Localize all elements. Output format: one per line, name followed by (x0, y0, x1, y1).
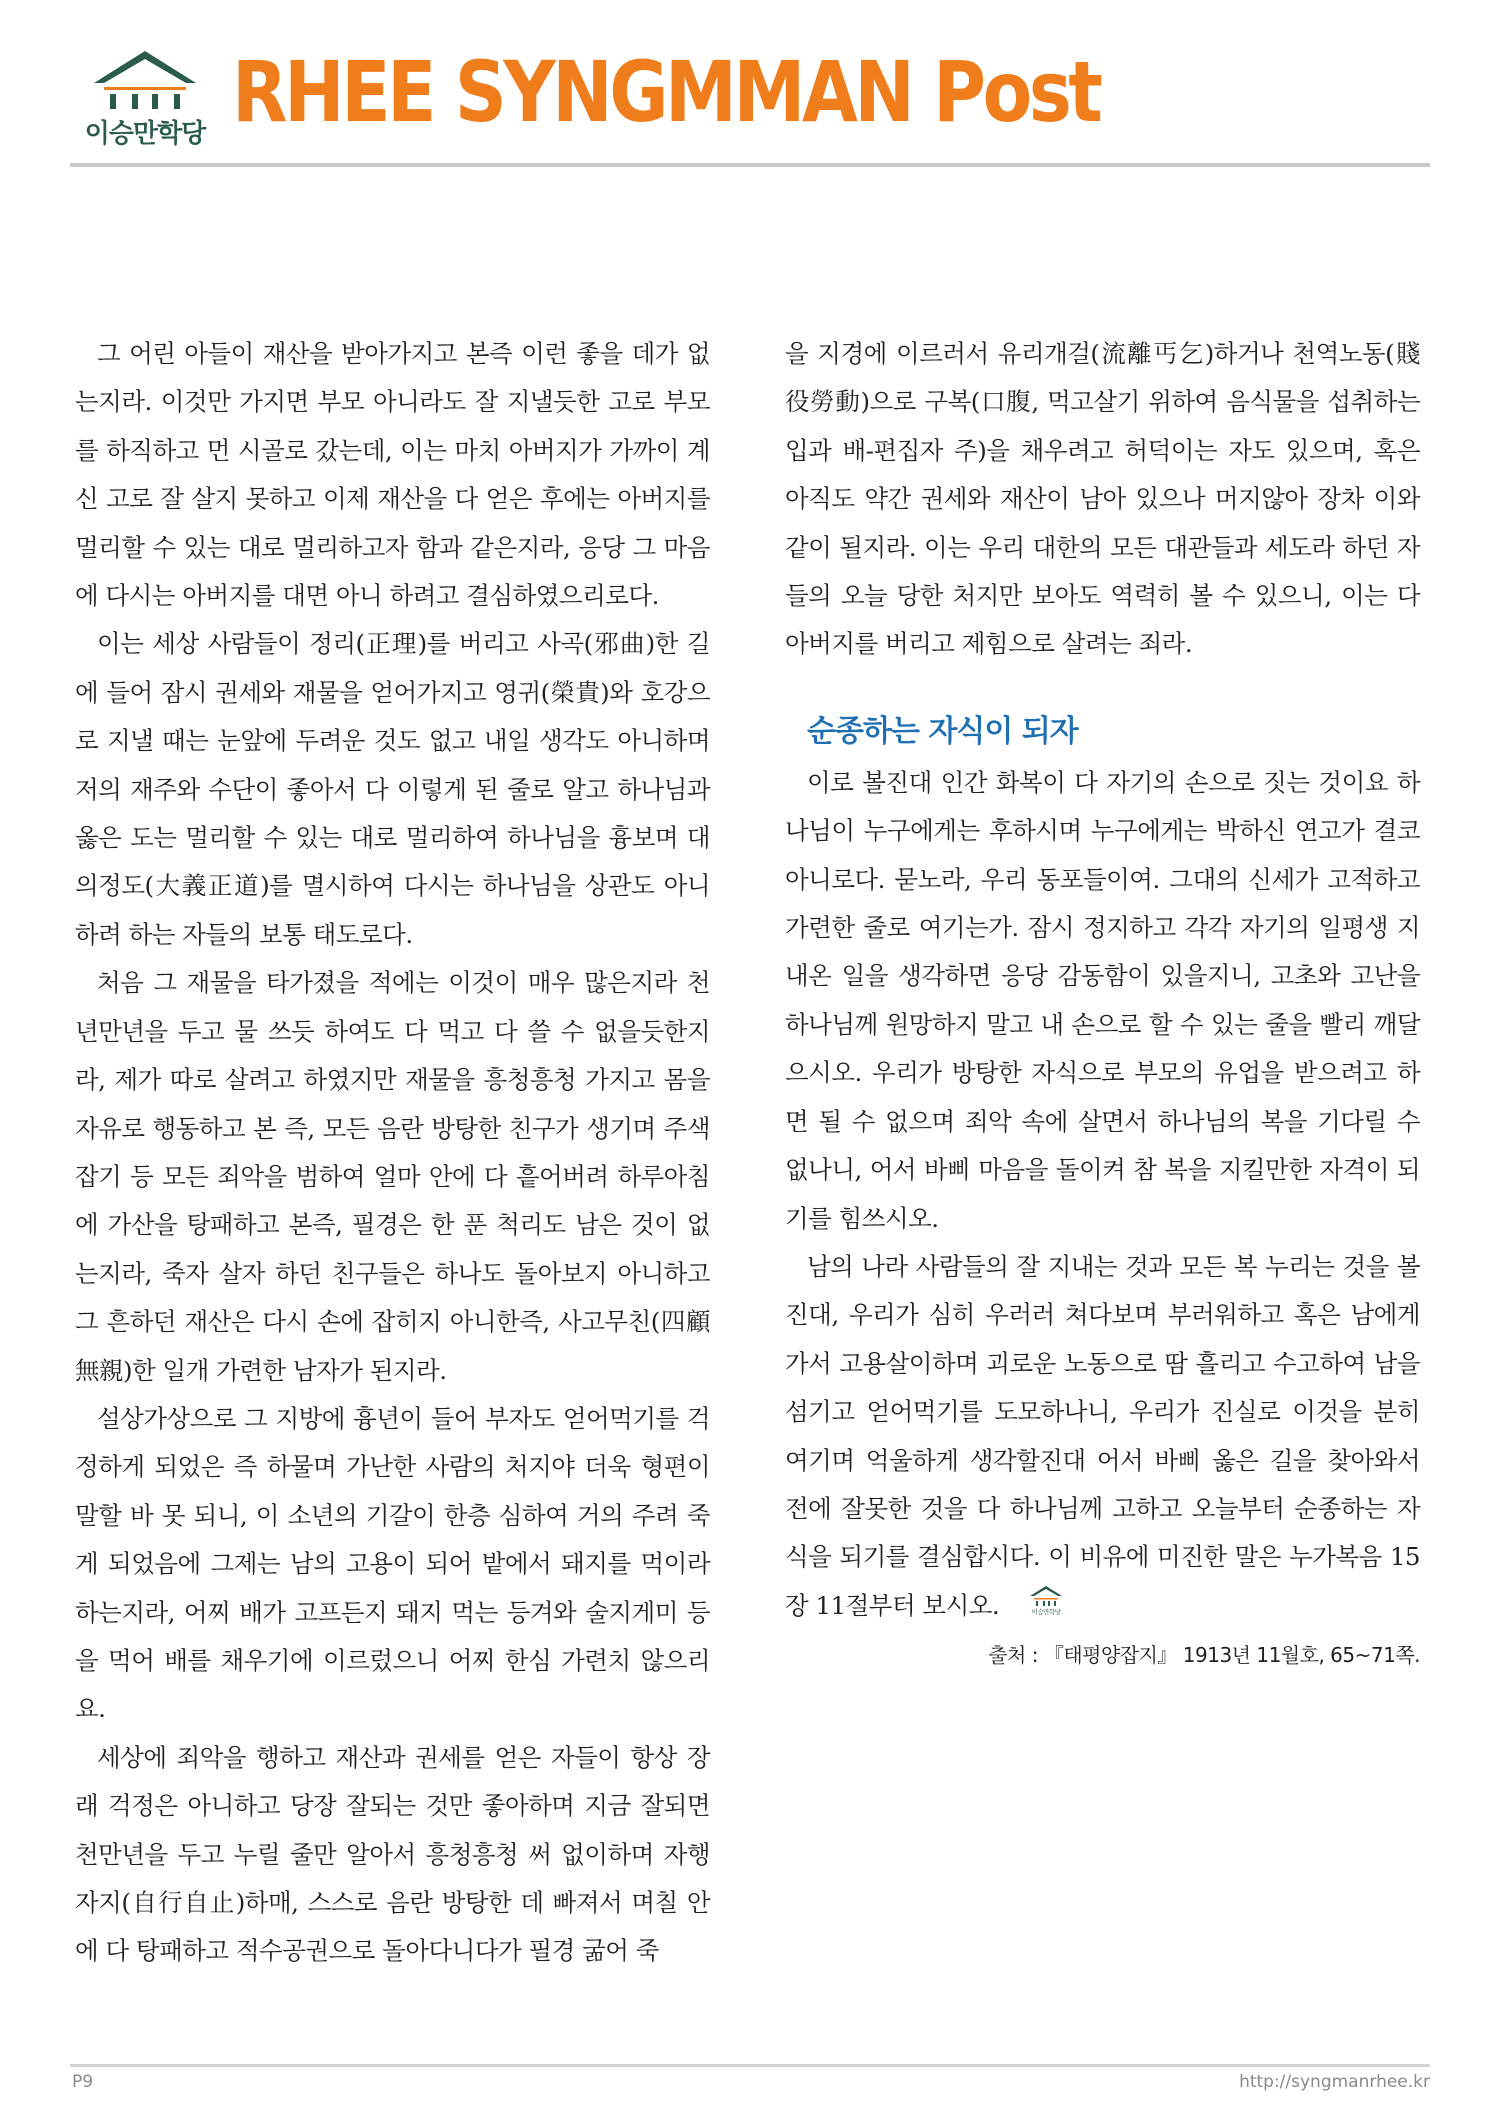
page-header (70, 45, 1430, 165)
body-paragraph: 그 어린 아들이 재산을 받아가지고 본즉 이런 좋을 데가 없는지라. 이것만 가지면 부모 아니라도 잘 지낼듯한 고로 부모를 하직하고 먼 시골로 갔는데, 이는 마치 아버지가 가까이 계신 고로 잘 살지 못하고 이제 재산을 다 얻은 후에는 아버지를 멀리할 수 있는 대로 멀리하고자 함과 같은지라, 응당 그 마음에 다시는 아버지를 대면 아니 하려고 결심하였으리로다. (75, 339, 710, 611)
body-paragraph: 이로 볼진대 인간 화복이 다 자기의 손으로 짓는 것이요 하나님이 누구에게는 후하시며 누구에게는 박하신 연고가 결코 아니로다. 묻노라, 우리 동포들이여. 그대의 신세가 고적하고 가련한 줄로 여기는가. 잠시 정지하고 각각 자기의 일평생 지내온 일을 생각하면 응당 감동함이 있을지니, 고초와 고난을 하나님께 원망하지 말고 내 손으로 할 수 있는 줄을 빨리 깨달으시오. 우리가 방탕한 자식으로 부모의 유업을 받으려고 하면 될 수 없으며 죄악 속에 살면서 하나님의 복을 기다릴 수 없나니, 어서 바삐 마음을 돌이켜 참 복을 지킬만한 자격이 되기를 힘쓰시오. (785, 767, 1420, 1233)
house-icon (1029, 1585, 1063, 1615)
body-paragraph: 세상에 죄악을 행하고 재산과 권세를 얻은 자들이 항상 장래 걱정은 아니하고 당장 잘되는 것만 좋아하며 지금 잘되면 천만년을 두고 누릴 줄만 알아서 흥청흥청 써 없이하며 자행자지(自行自止)하매, 스스로 음란 방탕한 데 빠져서 며칠 안에 다 탕패하고 적수공권으로 돌아다니다가 필경 굶어 죽 (75, 1742, 710, 1966)
last-paragraph-text: 남의 나라 사람들의 잘 지내는 것과 모든 복 누리는 것을 볼진대, 우리가 심히 우러러 쳐다보며 부러워하고 혹은 남에게 가서 고용살이하며 괴로운 노동으로 땀 흘리고 수고하여 남을 섬기고 얻어먹기를 도모하나니, 우리가 진실로 이것을 분히 여기며 억울하게 생각할진대 어서 바삐 옳은 길을 찾아와서 전에 잘못한 것을 다 하나님께 고하고 오늘부터 순종하는 자식을 되기를 결심합시다. 이 비유에 미진한 말은 누가복음 15장 11절부터 보시오. (785, 1251, 1420, 1620)
section-heading: 순종하는 자식이 되자 (807, 713, 1078, 749)
footer-divider (70, 2064, 1430, 2067)
house-icon (92, 49, 198, 111)
end-mark-logo (1007, 1583, 1063, 1631)
syngman-school-logo (70, 45, 220, 160)
body-paragraph: 처음 그 재물을 타가졌을 적에는 이것이 매우 많은지라 천년만년을 두고 물 쓰듯 하여도 다 먹고 다 쓸 수 없을듯한지라, 제가 따로 살려고 하였지만 재물을 흥청흥청 가지고 몸을 자유로 행동하고 본 즉, 모든 음란 방탕한 친구가 생기며 주색잡기 등 모든 죄악을 범하여 얼마 안에 다 흩어버려 하루아침에 가산을 탕패하고 본즉, 필경은 한 푼 척리도 남은 것이 없는지라, 죽자 살자 하던 친구들은 하나도 돌아보지 아니하고 그 흔하던 재산은 다시 손에 잡히지 아니한즉, 사고무친(四顧無親)한 일개 가련한 남자가 된지라. (75, 968, 710, 1385)
right-column (785, 330, 1420, 1675)
source-citation: 출처 : 『태평양잡지』 1913년 11월호, 65~71쪽. (988, 1643, 1420, 1668)
page-number: P9 (72, 2072, 94, 2092)
body-paragraph-last (785, 1243, 1420, 1632)
body-paragraph: 설상가상으로 그 지방에 흉년이 들어 부자도 얻어먹기를 걱정하게 되었은 즉 하물며 가난한 사람의 처지야 더욱 형편이 말할 바 못 되니, 이 소년의 기갈이 한층 심하여 거의 주려 죽게 되었음에 그제는 남의 고용이 되어 밭에서 돼지를 먹이라 하는지라, 어찌 배가 고프든지 돼지 먹는 등겨와 술지게미 등을 먹어 배를 채우기에 이르렀으니 어찌 한심 가련치 않으리요. (75, 1403, 710, 1724)
body-paragraph: 이는 세상 사람들이 정리(正理)를 버리고 사곡(邪曲)한 길에 들어 잠시 권세와 재물을 얻어가지고 영귀(榮貴)와 호강으로 지낼 때는 눈앞에 두려운 것도 없고 내일 생각도 아니하며 저의 재주와 수단이 좋아서 다 이렇게 된 줄로 알고 하나님과 옳은 도는 멀리할 수 있는 대로 멀리하여 하나님을 흉보며 대의정도(大義正道)를 멸시하여 다시는 하나님을 상관도 아니하려 하는 자들의 보통 태도로다. (75, 629, 710, 949)
publication-title: RHEE SYNGMMAN Post (232, 43, 1100, 141)
website-url: http://syngmanrhee.kr (1239, 2072, 1430, 2092)
body-paragraph: 을 지경에 이르러서 유리개걸(流離丐乞)하거나 천역노동(賤役勞動)으로 구복(口腹, 먹고살기 위하여 음식물을 섭취하는 입과 배-편집자 주)을 채우려고 허덕이는 자도 있으며, 혹은 아직도 약간 권세와 재산이 남아 있으나 머지않아 장차 이와 같이 될지라. 이는 우리 대한의 모든 대관들과 세도라 하던 자들의 오늘 당한 처지만 보아도 역력히 볼 수 있으니, 이는 다 아버지를 버리고 제힘으로 살려는 죄라. (785, 339, 1420, 659)
left-column (75, 330, 710, 1976)
header-divider (70, 163, 1430, 167)
logo-text: 이승만학당 (84, 119, 206, 149)
end-mark-text: 이승만학당 (1031, 1608, 1061, 1616)
